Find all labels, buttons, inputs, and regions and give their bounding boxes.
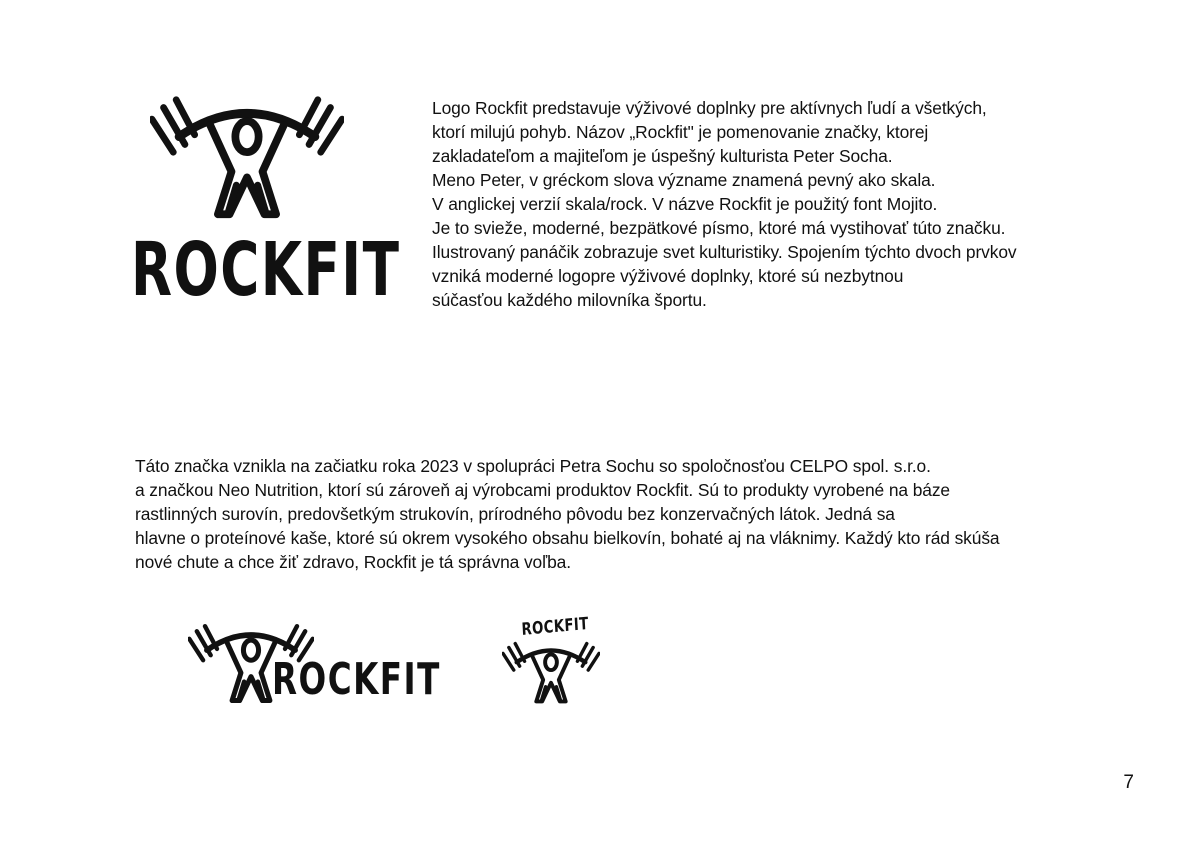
horizontal-logo-wordmark: ROCKFIT	[272, 654, 441, 705]
rockfit-lifter-icon	[150, 94, 344, 222]
intro-line: Ilustrovaný panáčik zobrazuje svet kulturistiky. Spojením týchto dvoch prvkov	[432, 242, 1017, 262]
history-line: rastlinných surovín, predovšetkým strukovín, prírodného pôvodu bez konzervačných látok. Jedná sa	[135, 504, 895, 524]
main-logo-wordmark: ROCKFIT	[131, 227, 401, 313]
intro-line: súčasťou každého milovníka športu.	[432, 290, 707, 310]
intro-line: vzniká moderné logopre výživové doplnky, ktoré sú nezbytnou	[432, 266, 904, 286]
intro-line: Logo Rockfit predstavuje výživové doplnky pre aktívnych ľudí a všetkých,	[432, 98, 987, 118]
intro-line: ktorí milujú pohyb. Názov „Rockfit" je pomenovanie značky, ktorej	[432, 122, 929, 142]
intro-line: zakladateľom a majiteľom je úspešný kulturista Peter Socha.	[432, 146, 893, 166]
history-paragraph	[135, 454, 1000, 574]
history-line: a značkou Neo Nutrition, ktorí sú zároveň aj výrobcami produktov Rockfit. Sú to produkty vyrobené na báze	[135, 480, 951, 500]
history-line: Táto značka vznikla na začiatku roka 2023 v spolupráci Petra Sochu so spoločnosťou CELPO spol. s.r.o.	[135, 456, 931, 476]
intro-line: Meno Peter, v gréckom slova význame znamená pevný ako skala.	[432, 170, 936, 190]
badge-logo-wordmark: ROCKFIT	[521, 613, 590, 640]
intro-line: Je to svieže, moderné, bezpätkové písmo, ktoré má vystihovať túto značku.	[432, 218, 1006, 238]
page-number: 7	[1123, 772, 1134, 793]
history-line: nové chute a chce žiť zdravo, Rockfit je tá správna voľba.	[135, 552, 571, 572]
intro-paragraph	[432, 96, 1017, 312]
intro-line: V anglickej verzií skala/rock. V názve Rockfit je použitý font Mojito.	[432, 194, 938, 214]
badge-lifter-icon	[502, 640, 600, 706]
history-line: hlavne o proteínové kaše, ktoré sú okrem vysokého obsahu bielkovín, bohaté aj na vláknimy. Každý kto rád skúša	[135, 528, 1000, 548]
